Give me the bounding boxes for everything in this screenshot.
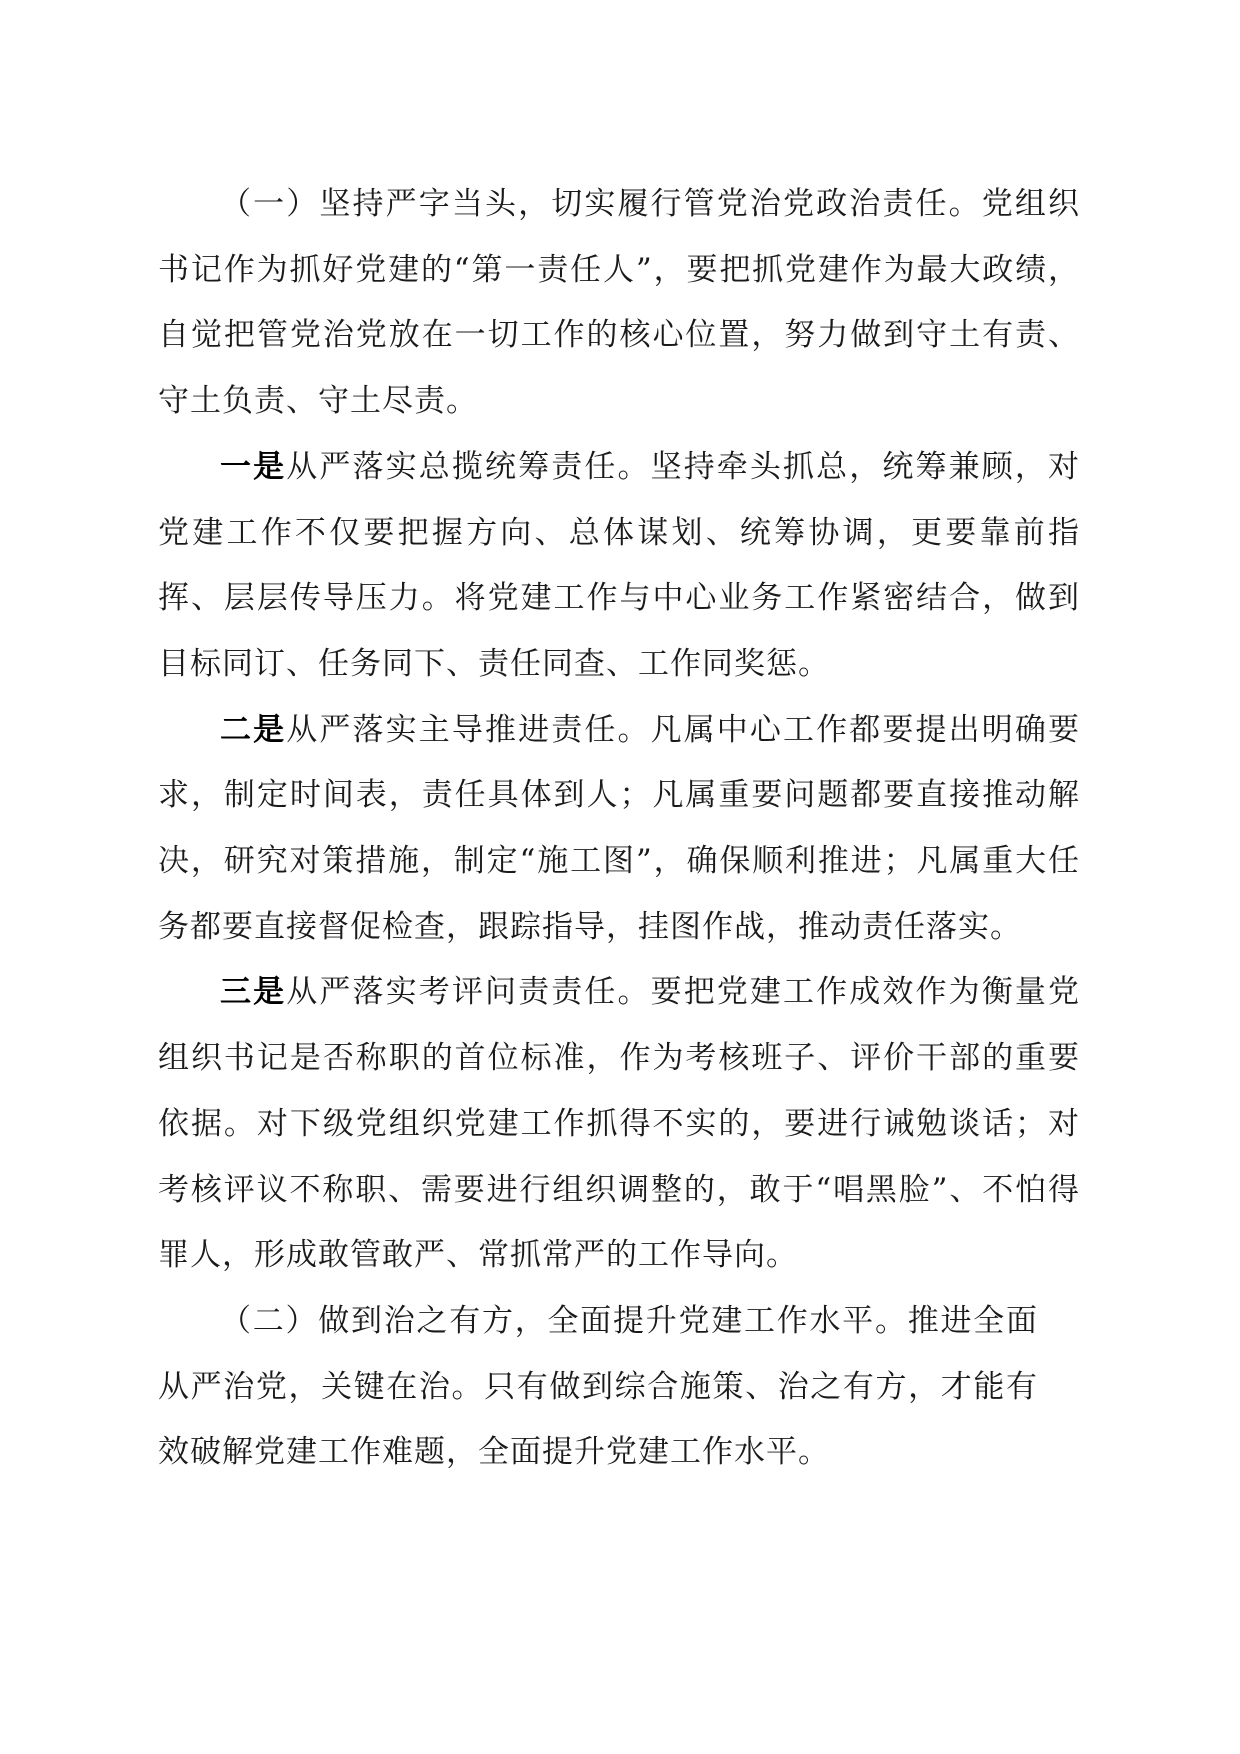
paragraph-text: 从严落实主导推进责任。凡属中心工作都要提出明确要求，制定时间表，责任具体到人；凡属重要问题都要直接推动解决，研究对策措施，制定“施工图”，确保顺利推进；凡属重大任务都要直接督促检查，跟踪指导，挂图作战，推动责任落实。 — [158, 711, 1081, 945]
paragraph-lead: 三是 — [220, 974, 287, 1011]
paragraph-point-three — [158, 960, 1080, 1289]
paragraph-section-two — [158, 1289, 1038, 1486]
paragraph-text: 从严落实考评问责责任。要把党建工作成效作为衡量党组织书记是否称职的首位标准，作为考核班子、评价干部的重要依据。对下级党组织党建工作抓得不实的，要进行诫勉谈话；对考核评议不称职、需要进行组织调整的，敢于“唱黑脸”、不怕得罪人，形成敢管敢严、常抓常严的工作导向。 — [158, 974, 1081, 1274]
paragraph-point-two — [158, 698, 1080, 961]
paragraph-section-one — [158, 172, 1080, 435]
paragraph-text: （一）坚持严字当头，切实履行管党治党政治责任。党组织书记作为抓好党建的“第一责任人”，要把抓党建作为最大政绩，自觉把管党治党放在一切工作的核心位置，努力做到守土有责、守土负责、守土尽责。 — [158, 186, 1080, 420]
paragraph-lead: 一是 — [220, 448, 287, 485]
paragraph-point-one — [158, 435, 1080, 698]
paragraph-lead: 二是 — [220, 711, 287, 748]
document-body — [158, 172, 1080, 1486]
paragraph-text: 从严落实总揽统筹责任。坚持牵头抓总，统筹兼顾，对党建工作不仅要把握方向、总体谋划、统筹协调，更要靠前指挥、层层传导压力。将党建工作与中心业务工作紧密结合，做到目标同订、任务同下、责任同查、工作同奖惩。 — [158, 448, 1081, 682]
paragraph-text: （二）做到治之有方，全面提升党建工作水平。推进全面从严治党，关键在治。只有做到综合施策、治之有方，才能有效破解党建工作难题，全面提升党建工作水平。 — [158, 1302, 1038, 1471]
